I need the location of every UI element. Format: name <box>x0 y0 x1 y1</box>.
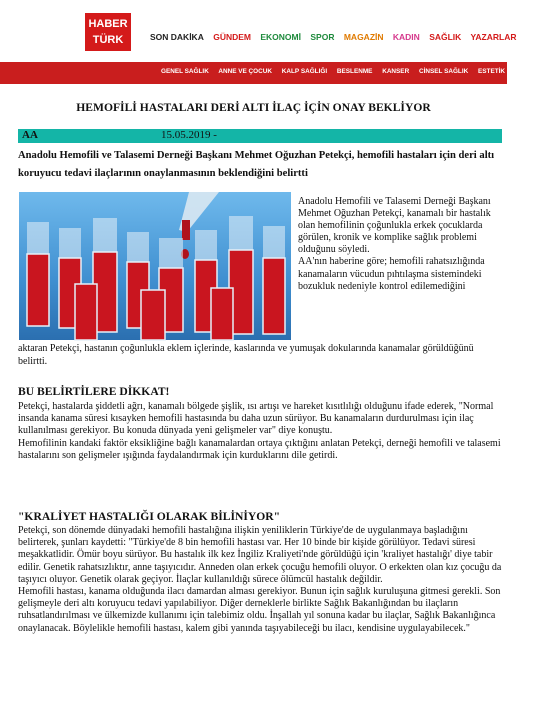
logo-line2: TÜRK <box>92 34 124 46</box>
main-nav <box>150 32 524 42</box>
nav-son-dakika[interactable]: SON DAKİKA <box>150 32 204 42</box>
subnav-beslenme[interactable]: BESLENME <box>336 68 373 75</box>
article-date: 15.05.2019 - <box>161 129 217 141</box>
nav-ekonomi[interactable]: EKONOMİ <box>260 32 301 42</box>
subnav-cinsel-saglik[interactable]: CİNSEL SAĞLIK <box>418 68 469 75</box>
site-logo[interactable] <box>85 13 131 51</box>
subnav-estetik-cerrahi[interactable]: ESTETİK CERRAHİ <box>478 68 536 75</box>
section-heading-kraliyet: "KRALİYET HASTALIĞI OLARAK BİLİNİYOR" <box>18 510 281 523</box>
nav-yazarlar[interactable]: YAZARLAR <box>470 32 517 42</box>
category-subnav <box>0 62 536 84</box>
subnav-kanser[interactable]: KANSER <box>382 68 410 75</box>
paragraph: Petekçi, son dönemde dünyadaki hemofili hastalığına ilişkin yeniliklerin Türkiye'de de uygulanmaya başladığını belirterek, şunları kaydetti: "Türkiye'de 8 bin hemofili hastası var. Her 10 binde bir kişide görülüyor. Tedavi süresi meşakkatlidir. Ömür boyu sürüyor. Bu hastalık ilk kez İngiliz Kraliyeti'nde görüldüğü için 'kraliyet hastalığı' diye tabir edilir. Genetik rahatsızlıktır, anne taşıyıcıdır. Anneden olan erkek çocuğu hemofili oluyor. O erkekten olan kız çocuğu da taşıyıcı oluyor. Genetik olarak geçiyor. İlaçlar kullanıldığı sürece ölümcül hastalık değildir. <box>18 525 502 585</box>
article-side-text <box>298 196 502 293</box>
subnav-anne-ve-cocuk[interactable]: ANNE VE ÇOCUK <box>218 68 272 75</box>
test-tubes-image <box>19 192 291 340</box>
nav-saglik[interactable]: SAĞLIK <box>429 32 462 42</box>
logo-line1: HABER <box>88 18 128 30</box>
article-meta-bar <box>18 129 502 143</box>
paragraph: Hemofilinin kandaki faktör eksikliğine bağlı kanamalardan ortaya çıktığını anlatan Petekçi, derneği hemofili ve talasemi hastalarını son gelişmeler ışığında faydalandırmak için kurduklarını dile getirdi. <box>18 437 501 461</box>
paragraph: Hemofili hastası, kanama olduğunda ilacı damardan alması gerekiyor. Bunun için sağlık kuruluşuna gitmesi gerekli. Son gelişmeyle deri altı koruyucu tedavi yapılabiliyor. Diğer derneklerle birlikte Sağlık Bakanlığından bu ilaçların ruhsatlandırılması ve ülkemizde kullanımı için talebimiz oldu. İnşallah yıl sonuna kadar bu ilaçlar, Sağlık Bakanlığınca onaylanacak. Böylelikle hemofili hastası, kalem gibi yanında taşıyabileceği bu ilacı, kendisine uygulayabilecek." <box>18 586 501 634</box>
nav-gundem[interactable]: GÜNDEM <box>213 32 251 42</box>
section-body-kraliyet <box>18 525 502 635</box>
article-photo <box>19 192 291 340</box>
nav-magazin[interactable]: MAGAZİN <box>343 32 384 42</box>
article-lead: Anadolu Hemofili ve Talasemi Derneği Başkanı Mehmet Oğuzhan Petekçi, hemofili hastaları için deri altı koruyucu tedavi ilaçlarının onaylanmasının beklendiğini belirtti <box>18 150 495 179</box>
article-source: AA <box>22 129 38 141</box>
nav-spor[interactable]: SPOR <box>310 32 335 42</box>
section-body-belirtiler <box>18 401 502 462</box>
site-header <box>0 0 517 62</box>
paragraph: Petekçi, hastalarda şiddetli ağrı, kanamalı bölgede şişlik, ısı artışı ve hareket kısıtlılığı olduğunu ifade ederek, "Normal insanda kanama süresi kısayken hemofili hastasında bu daha uzun sürüyor. Bu kanamaların durdurulması için ilaç kullanılması gerekiyor. Bu konuda dünyada yeni gelişmeler var" diye konuştu. <box>18 401 494 437</box>
side-paragraph-continuation: aktaran Petekçi, hastanın çoğunlukla eklem içlerinde, kaslarında ve yumuşak dokularında kanamalar görüldüğünü belirtti. <box>18 343 474 367</box>
side-paragraph-2: AA'nın haberine göre; hemofili rahatsızlığında kanamaların vücudun pıhtılaşma sistemindeki bozukluk nedeniyle kontrol edilemediğini <box>298 256 485 292</box>
article-title: HEMOFİLİ HASTALARI DERİ ALTI İLAÇ İÇİN ONAY BEKLİYOR <box>76 101 431 114</box>
nav-kadin[interactable]: KADIN <box>392 32 420 42</box>
section-heading-belirtiler: BU BELİRTİLERE DİKKAT! <box>18 385 170 398</box>
subnav-genel-saglik[interactable]: GENEL SAĞLIK <box>161 68 209 75</box>
side-paragraph-1: Anadolu Hemofili ve Talasemi Derneği Başkanı Mehmet Oğuzhan Petekçi, kanamalı bir hastalık olan hemofilinin çoğunlukla erkek çocuklarda görülen, kronik ve komplike sağlık problemi olduğunu söyledi. <box>298 196 491 256</box>
subnav-kalp-sagligi[interactable]: KALP SAĞLIĞI <box>281 68 328 75</box>
